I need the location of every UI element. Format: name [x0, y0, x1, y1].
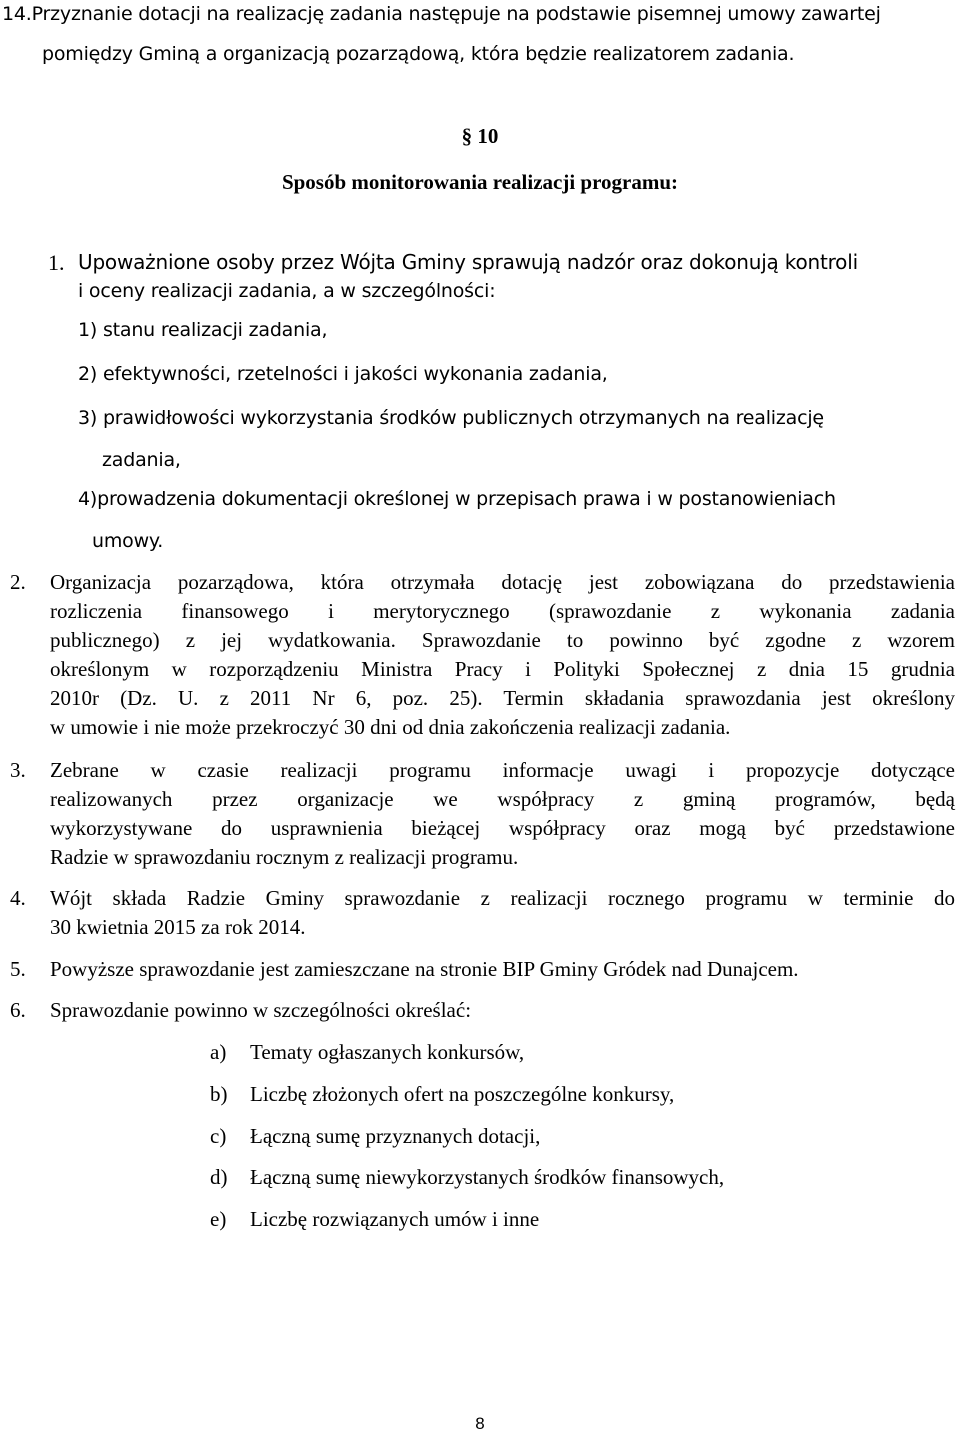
- item-1-line-1: Upoważnione osoby przez Wójta Gminy sprawują nadzór oraz dokonują kontroli: [78, 250, 858, 274]
- item-1-sub-4b: umowy.: [92, 530, 164, 552]
- page-number: 8: [475, 1414, 485, 1433]
- item-2-line-6: w umowie i nie może przekroczyć 30 dni od dnia zakończenia realizacji zadania.: [50, 715, 731, 739]
- item-1-line-2: i oceny realizacji zadania, a w szczególności:: [78, 280, 496, 302]
- item-2-number: 2.: [10, 570, 26, 594]
- item-2-line-1: Organizacja pozarządowa, która otrzymała dotację jest zobowiązana do przedstawienia: [50, 570, 955, 594]
- section-number: § 10: [461, 124, 499, 148]
- item-1-number: 1.: [48, 250, 65, 275]
- paragraph-14-line-1: 14.Przyznanie dotacji na realizację zadania następuje na podstawie pisemnej umowy zawartej: [2, 3, 881, 25]
- list-item-b-text: Liczbę złożonych ofert na poszczególne konkursy,: [250, 1082, 675, 1106]
- item-1-sub-1: 1) stanu realizacji zadania,: [78, 319, 328, 341]
- item-3-line-3: wykorzystywane do usprawnienia bieżącej współpracy oraz mogą być przedstawione: [50, 816, 955, 840]
- list-item-c-label: c): [210, 1124, 227, 1148]
- item-2-line-3: publicznego) z jej wydatkowania. Sprawozdanie to powinno być zgodne z wzorem: [50, 628, 955, 652]
- list-item-b-label: b): [210, 1082, 228, 1106]
- item-4-line-1: Wójt składa Radzie Gminy sprawozdanie z realizacji rocznego programu w terminie do: [50, 886, 955, 910]
- item-3-line-4: Radzie w sprawozdaniu rocznym z realizacji programu.: [50, 845, 519, 869]
- list-item-e-text: Liczbę rozwiązanych umów i inne: [250, 1207, 540, 1231]
- item-3-number: 3.: [10, 758, 26, 782]
- paragraph-14-line-2: pomiędzy Gminą a organizacją pozarządową, która będzie realizatorem zadania.: [42, 43, 795, 65]
- item-3-line-1: Zebrane w czasie realizacji programu informacje uwagi i propozycje dotyczące: [50, 758, 955, 782]
- item-2-line-5: 2010r (Dz. U. z 2011 Nr 6, poz. 25). Termin składania sprawozdania jest określony: [50, 686, 955, 710]
- item-1-sub-4a: 4)prowadzenia dokumentacji określonej w przepisach prawa i w postanowieniach: [78, 488, 836, 510]
- item-6-number: 6.: [10, 998, 26, 1022]
- list-item-a-label: a): [210, 1040, 227, 1064]
- item-2-line-2: rozliczenia finansowego i merytorycznego (sprawozdanie z wykonania zadania: [50, 599, 955, 623]
- list-item-c-text: Łączną sumę przyznanych dotacji,: [250, 1124, 541, 1148]
- item-5-line-1: Powyższe sprawozdanie jest zamieszczane na stronie BIP Gminy Gródek nad Dunajcem.: [50, 957, 799, 981]
- list-item-d-label: d): [210, 1165, 228, 1189]
- section-title: Sposób monitorowania realizacji programu:: [281, 170, 679, 194]
- item-4-number: 4.: [10, 886, 26, 910]
- item-3-line-2: realizowanych przez organizacje we współpracy z gminą programów, będą: [50, 787, 955, 811]
- item-4-line-2: 30 kwietnia 2015 za rok 2014.: [50, 915, 306, 939]
- list-item-e-label: e): [210, 1207, 227, 1231]
- list-item-a-text: Tematy ogłaszanych konkursów,: [250, 1040, 525, 1064]
- item-5-number: 5.: [10, 957, 26, 981]
- item-1-sub-3a: 3) prawidłowości wykorzystania środków publicznych otrzymanych na realizację: [78, 407, 824, 429]
- item-6-line-1: Sprawozdanie powinno w szczególności określać:: [50, 998, 472, 1022]
- item-1-sub-3b: zadania,: [102, 449, 181, 471]
- list-item-d-text: Łączną sumę niewykorzystanych środków finansowych,: [250, 1165, 725, 1189]
- item-1-sub-2: 2) efektywności, rzetelności i jakości wykonania zadania,: [78, 363, 608, 385]
- item-2-line-4: określonym w rozporządzeniu Ministra Pracy i Polityki Społecznej z dnia 15 grudnia: [50, 657, 955, 681]
